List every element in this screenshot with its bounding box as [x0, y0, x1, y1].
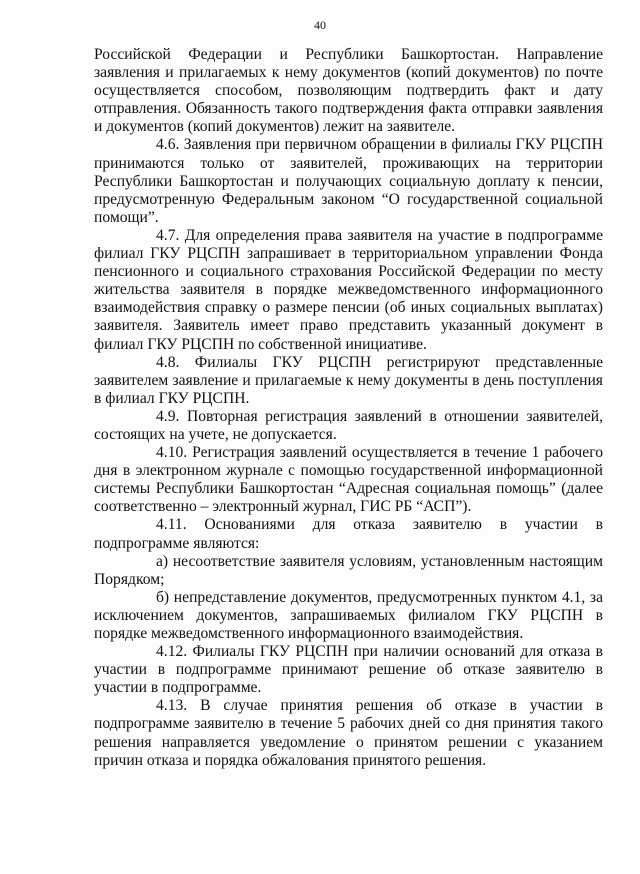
document-body [94, 46, 603, 770]
paragraph-4-8: 4.8. Филиалы ГКУ РЦСПН регистрируют представленные заявителем заявление и прилагаемые к нему документы в день поступления в филиал ГКУ РЦСПН. [94, 353, 603, 407]
paragraph-4-11-b: б) непредставление документов, предусмотренных пунктом 4.1, за исключением документов, запрашиваемых филиалом ГКУ РЦСПН в порядке межведомственного информационного взаимодействия. [94, 588, 603, 642]
paragraph-4-9: 4.9. Повторная регистрация заявлений в отношении заявителей, состоящих на учете, не допускается. [94, 407, 603, 443]
paragraph-4-10: 4.10. Регистрация заявлений осуществляется в течение 1 рабочего дня в электронном журнале с помощью государственной информационной системы Республики Башкортостан “Адресная социальная помощь” (далее соответственно – электронный журнал, ГИС РБ “АСП”). [94, 444, 603, 516]
paragraph-4-6: 4.6. Заявления при первичном обращении в филиалы ГКУ РЦСПН принимаются только от заявителей, проживающих на территории Республики Башкортостан и получающих социальную доплату к пенсии, предусмотренную Федеральным законом “О государственной социальной помощи”. [94, 136, 603, 226]
paragraph-continuation: Российской Федерации и Республики Башкортостан. Направление заявления и прилагаемых к нему документов (копий документов) по почте осуществляется способом, позволяющим подтвердить факт и дату отправления. Обязанность такого подтверждения факта отправки заявления и документов (копий документов) лежит на заявителе. [94, 46, 603, 136]
paragraph-4-7: 4.7. Для определения права заявителя на участие в подпрограмме филиал ГКУ РЦСПН запрашивает в территориальном управлении Фонда пенсионного и социального страхования Российской Федерации по месту жительства заявителя в порядке межведомственного информационного взаимодействия справку о размере пенсии (об иных социальных выплатах) заявителя. Заявитель имеет право представить указанный документ в филиал ГКУ РЦСПН по собственной инициативе. [94, 226, 603, 353]
paragraph-4-12: 4.12. Филиалы ГКУ РЦСПН при наличии оснований для отказа в участии в подпрограмме принимают решение об отказе заявителю в участии в подпрограмме. [94, 643, 603, 697]
page-number: 40 [314, 18, 326, 32]
paragraph-4-11-a: а) несоответствие заявителя условиям, установленным настоящим Порядком; [94, 552, 603, 588]
paragraph-4-13: 4.13. В случае принятия решения об отказе в участии в подпрограмме заявителю в течение 5 рабочих дней со дня принятия такого решения направляется уведомление о принятом решении с указанием причин отказа и порядка обжалования принятого решения. [94, 697, 603, 769]
paragraph-4-11: 4.11. Основаниями для отказа заявителю в участии в подпрограмме являются: [94, 516, 603, 552]
